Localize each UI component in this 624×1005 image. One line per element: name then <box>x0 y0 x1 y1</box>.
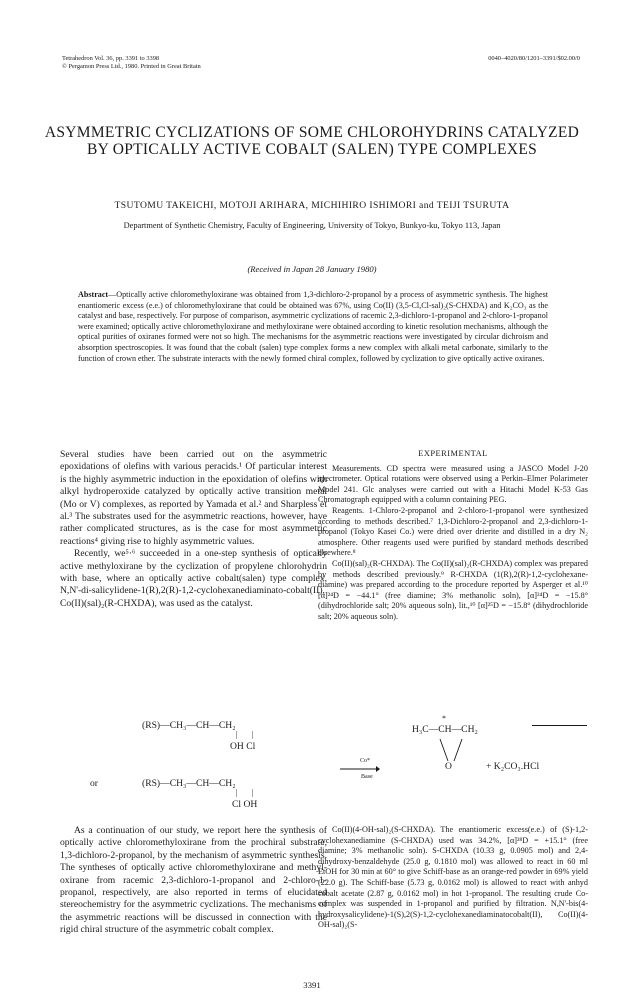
synthesis-paragraph: Co(II)(4-OH-sal)₂(S-CHXDA). The enantiomeric excess(e.e.) of (S)-1,2-cyclohexanediamine (S-CHXDA) used was 34.2%, [α]²⁸D = +15.1° (free diamine; 3% methanolic soln). S-CHXDA (10.33 g, 0.0905 mol) and 2,4-dihydroxy-benzaldehyde (25.0 g, 0.1810 mol) was allowed to react in 60 ml EtOH for 30 min at 60° to give Schiff-base as an orange-red powder in 69% yield (22.0 g). The Schiff-base (5.73 g, 0.0162 mol) is allowed to react with anhyd cobalt acetate (2.87 g, 0.0162 mol) in hot 1-propanol. The resulting crude Co- complex was suspended in 1-propanol and purified by filtration. N,N'-bis(4-hydroxysalicylidene)-1(S),2(S)-1,2-cyclohexanediaminatocobalt(II), Co(II)(4-OH-sal)₂(S- <box>318 825 588 930</box>
experimental-heading: EXPERIMENTAL <box>418 449 488 458</box>
article-code: 0040–4020/80/1201–3391/$02.00/0 <box>488 55 580 62</box>
or-label: or <box>90 778 98 789</box>
experimental-column <box>318 449 588 623</box>
journal-header <box>62 55 201 71</box>
abstract-label: Abstract <box>78 290 109 299</box>
reactant-1-bonds: | | <box>236 730 254 739</box>
reaction-scheme <box>60 714 590 815</box>
reaction-arrow <box>340 766 380 772</box>
epoxide-oxygen: O <box>445 761 452 772</box>
base-label: Base <box>361 774 373 780</box>
reactant-2: (RS)—CH₃—CH—CH₂ <box>142 778 236 789</box>
article-title: ASYMMETRIC CYCLIZATIONS OF SOME CHLOROHYDRINS CATALYZED BY OPTICALLY ACTIVE COBALT (SALEN) TYPE COMPLEXES <box>44 124 580 158</box>
journal-citation: Tetrahedron Vol. 36, pp. 3391 to 3398 <box>62 55 160 62</box>
abstract <box>78 290 548 364</box>
product-oxirane: H₃C—CH—CH₂ <box>412 724 478 735</box>
received-date: (Received in Japan 28 January 1980) <box>247 264 377 274</box>
measurements-paragraph: Measurements. CD spectra were measured using a JASCO Model J-20 spectrometer. Optical rotations were observed using a Perkin–Elmer Polarimeter Model 241. Glc analyses were carried out with a Hitachi Model K-53 Gas Chromatograph equipped with a column containing PEG. <box>318 463 588 505</box>
synthesis-column <box>318 825 588 931</box>
continuation-column <box>60 825 327 937</box>
intro-paragraph-2: Recently, we⁵·⁶ succeeded in a one-step synthesis of optically active methyloxirane by the cyclization of propylene chlorohydrin with base, where an optically active cobalt(salen) type complex, N,N'-di-salicylidene-1(R),2(R)-1,2-cyclohexanediaminato-cobalt(II), Co(II)(sal)₂(R-CHXDA), was used as the catalyst. <box>60 548 327 609</box>
reagents-paragraph: Reagents. 1-Chloro-2-propanol and 2-chloro-1-propanol were synthesized according to methods described.⁷ 1,3-Dichloro-2-propanol and 2,3-dichloro-1-propanol (Tokyo Kasei Co.) were dried over drierite and distilled in a dry N₂ atmosphere. Other reagents used were purified by standard methods described elsewhere.⁸ <box>318 505 588 558</box>
affiliation: Department of Synthetic Chemistry, Faculty of Engineering, University of Tokyo, Bunkyo-ku, Tokyo 113, Japan <box>123 221 501 230</box>
publisher-line: © Pergamon Press Ltd., 1980. Printed in Great Britain <box>62 63 201 70</box>
reactant-2-bonds: | | <box>236 788 254 797</box>
page-number: 3391 <box>303 980 321 990</box>
byproduct: + K₂CO₃.HCl <box>486 761 540 772</box>
abstract-text: —Optically active chloromethyloxirane was obtained from 1,3-dichloro-2-propanol by a process of asymmetric synthesis. The highest enantiomeric excess (e.e.) of chloromethyloxirane that could be obtained was 67%, using Co(II) (3,5-Cl,Cl-sal)₂(S-CHXDA) and K₂CO₃ as the catalyst and base, respectively. For purpose of comparison, asymmetric cyclizations of racemic 2,3-dichloro-1-propanol and 2-chloro-1-propanol were examined; optically active chloromethyloxirane and methyloxirane were obtained according to kinetic resolution mechanisms, although the optical purities of oxiranes formed were not so high. The mechanisms for the asymmetric reactions were investigated by circular dichroism and absorption spectroscopies. It was found that the cobalt (salen) type complex forms a new complex with alkali metal carbonate, similarly to the function of crown ether. The substrate interacts with the newly formed chiral complex, followed by cyclization to give optically active oxiranes. <box>78 290 548 363</box>
reactant-1-substituents: OH Cl <box>230 741 256 752</box>
reactant-1: (RS)—CH₃—CH—CH₂ <box>142 720 236 731</box>
intro-column <box>60 449 327 610</box>
intro-paragraph-1: Several studies have been carried out on the asymmetric epoxidations of olefins with various peracids.¹ Of particular interest is the highly asymmetric induction in the epoxidation of olefins with alkyl hydroperoxide catalyzed by optically active transition metal (Mo or V) complexes, as reported by Yamada et al.² and Sharpless et al.³ The substrates used for the asymmetric reactions, however, have rather complicated structures, as is the case for most asymmetric reactions⁴ giving rise to highly asymmetric values. <box>60 449 327 547</box>
continuation-paragraph: As a continuation of our study, we report here the synthesis of optically active chloromethyloxirane from the prochiral substrate, 1,3-dichloro-2-propanol, by the mechanism of asymmetric synthesis. The syntheses of optically active chloromethyloxirane and methyl-oxirane from racemic 2,3-dichloro-1-propanol and 2-chloro-1-propanol, respectively, are also reported in terms of elucidated stereochemistry for the asymmetric cyclizations. The mechanisms of the asymmetric reactions will be discussed in connection with the rigid chiral structure of the asymmetric cobalt complex. <box>60 825 327 936</box>
chiral-star: * <box>442 714 446 723</box>
reactant-2-substituents: Cl OH <box>232 799 258 810</box>
cobalt-complex-paragraph: Co(II)(sal)₂(R-CHXDA). The Co(II)(sal)₂(R-CHXDA) complex was prepared by methods described previously.⁹ R-CHXDA (1(R),2(R)-1,2-cyclohexane-diamine) was prepared according to the procedure reported by Asperger et al.¹⁰ [α]²⁴D = −44.1° (free diamine; 3% methanolic soln), [α]²⁴D = −15.8° (dihydrochloride salt; 20% aqueous soln), lit.,¹⁰ [α]²⁵D = −15.8° (dihydrochloride salt; 20% aqueous soln). <box>318 558 588 621</box>
author-list: TSUTOMU TAKEICHI, MOTOJI ARIHARA, MICHIHIRO ISHIMORI and TEIJI TSURUTA <box>114 200 510 211</box>
catalyst-label: Co* <box>360 758 371 764</box>
